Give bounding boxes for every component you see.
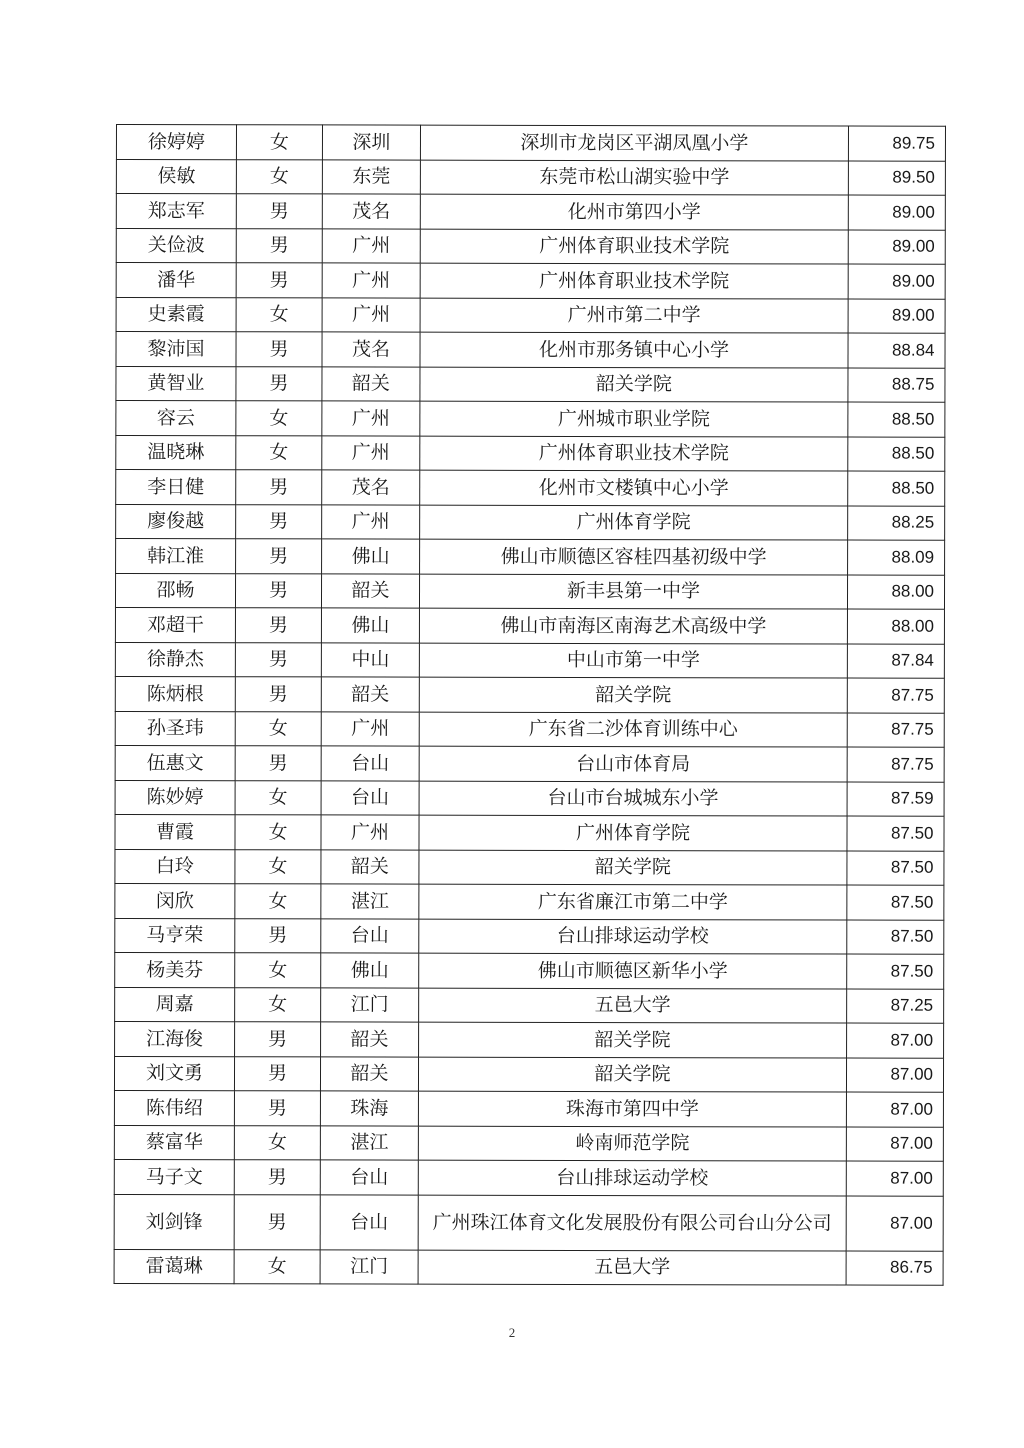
score-cell: 87.50	[847, 851, 944, 886]
city-cell: 茂名	[322, 332, 420, 367]
city-cell: 中山	[321, 642, 419, 677]
gender-cell: 男	[236, 539, 322, 574]
organization-cell: 韶关学院	[419, 850, 847, 885]
gender-cell: 男	[236, 504, 322, 539]
gender-cell: 男	[235, 746, 321, 781]
page-number: 2	[508, 1325, 516, 1340]
table-row	[116, 297, 945, 333]
city-cell: 湛江	[320, 1125, 418, 1160]
name-cell: 邵畅	[115, 573, 235, 608]
gender-cell: 女	[235, 711, 321, 746]
score-cell: 87.75	[847, 747, 944, 782]
city-cell: 台山	[320, 1160, 418, 1195]
name-cell: 关俭波	[116, 228, 236, 263]
table-row	[116, 539, 945, 575]
name-cell: 徐静杰	[115, 642, 235, 677]
score-cell: 88.00	[847, 575, 944, 610]
city-cell: 台山	[321, 746, 419, 781]
score-cell: 87.25	[847, 989, 944, 1024]
gender-cell: 男	[234, 1194, 320, 1249]
organization-cell: 广东省二沙体育训练中心	[419, 712, 847, 747]
table-row	[115, 1021, 944, 1057]
city-cell: 台山	[321, 780, 419, 815]
results-table	[114, 124, 946, 1286]
organization-cell: 韶关学院	[419, 1022, 847, 1057]
organization-cell: 五邑大学	[418, 1250, 846, 1285]
city-cell: 台山	[321, 918, 419, 953]
name-cell: 邓超干	[115, 608, 235, 643]
name-cell: 雷蔼琳	[114, 1249, 234, 1284]
city-cell: 佛山	[322, 539, 420, 574]
name-cell: 刘剑锋	[114, 1194, 234, 1249]
table-row	[116, 228, 945, 264]
gender-cell: 女	[235, 987, 321, 1022]
gender-cell: 女	[236, 297, 322, 332]
organization-cell: 五邑大学	[419, 988, 847, 1023]
city-cell: 茂名	[322, 470, 420, 505]
organization-cell: 广州体育学院	[420, 505, 848, 540]
score-cell: 87.50	[847, 954, 944, 989]
organization-cell: 化州市那务镇中心小学	[420, 332, 848, 367]
gender-cell: 男	[236, 228, 322, 263]
organization-cell: 东莞市松山湖实验中学	[420, 160, 848, 195]
table-row	[114, 1249, 943, 1285]
score-cell: 87.50	[847, 816, 944, 851]
score-cell: 88.50	[848, 402, 945, 437]
city-cell: 广州	[322, 504, 420, 539]
score-cell: 88.25	[848, 506, 945, 541]
city-cell: 广州	[322, 228, 420, 263]
name-cell: 陈炳根	[115, 676, 235, 711]
organization-cell: 韶关学院	[420, 367, 848, 402]
name-cell: 黄智业	[116, 366, 236, 401]
table-row	[116, 470, 945, 506]
city-cell: 广州	[321, 711, 419, 746]
score-cell: 89.75	[848, 126, 945, 161]
name-cell: 侯敏	[116, 159, 236, 194]
organization-cell: 佛山市南海区南海艺术高级中学	[419, 608, 847, 643]
gender-cell: 女	[235, 884, 321, 919]
table-row	[116, 263, 945, 299]
name-cell: 徐婷婷	[116, 125, 236, 160]
name-cell: 孙圣玮	[115, 711, 235, 746]
table-row	[116, 159, 945, 195]
table-row	[114, 1159, 943, 1195]
gender-cell: 女	[236, 159, 322, 194]
table-row	[116, 332, 945, 368]
organization-cell: 广东省廉江市第二中学	[419, 884, 847, 919]
city-cell: 广州	[322, 401, 420, 436]
score-cell: 87.00	[846, 1127, 943, 1162]
name-cell: 刘文勇	[114, 1056, 234, 1091]
score-cell: 87.00	[846, 1092, 943, 1127]
name-cell: 马子文	[114, 1159, 234, 1194]
city-cell: 韶关	[320, 1056, 418, 1091]
organization-cell: 广州体育职业技术学院	[420, 263, 848, 298]
score-cell: 87.84	[847, 644, 944, 679]
table-row	[115, 642, 944, 678]
organization-cell: 广州体育职业技术学院	[420, 229, 848, 264]
score-cell: 89.50	[848, 161, 945, 196]
score-cell: 88.50	[848, 471, 945, 506]
name-cell: 闵欣	[115, 883, 235, 918]
table-row	[114, 1194, 943, 1251]
table-row	[116, 401, 945, 437]
gender-cell: 女	[234, 1125, 320, 1160]
city-cell: 茂名	[322, 194, 420, 229]
table-row	[116, 194, 945, 230]
city-cell: 广州	[322, 263, 420, 298]
city-cell: 韶关	[322, 366, 420, 401]
gender-cell: 女	[235, 849, 321, 884]
name-cell: 伍惠文	[115, 745, 235, 780]
name-cell: 蔡富华	[114, 1125, 234, 1160]
city-cell: 珠海	[320, 1091, 418, 1126]
city-cell: 韶关	[321, 573, 419, 608]
score-cell: 87.75	[847, 678, 944, 713]
gender-cell: 男	[236, 332, 322, 367]
organization-cell: 广州珠江体育文化发展股份有限公司台山分公司	[418, 1195, 846, 1251]
table-row	[115, 676, 944, 712]
table-row	[115, 849, 944, 885]
gender-cell: 男	[234, 1056, 320, 1091]
name-cell: 曹霞	[115, 814, 235, 849]
name-cell: 史素霞	[116, 297, 236, 332]
gender-cell: 男	[236, 366, 322, 401]
city-cell: 韶关	[321, 1022, 419, 1057]
score-cell: 88.84	[848, 333, 945, 368]
city-cell: 台山	[320, 1194, 418, 1249]
table-row	[116, 125, 945, 161]
gender-cell: 男	[236, 194, 322, 229]
score-cell: 88.50	[848, 437, 945, 472]
name-cell: 杨美芬	[115, 952, 235, 987]
name-cell: 江海俊	[115, 1021, 235, 1056]
table-row	[114, 1090, 943, 1126]
organization-cell: 台山排球运动学校	[418, 1160, 846, 1195]
gender-cell: 女	[234, 1249, 320, 1284]
score-cell: 87.00	[846, 1161, 943, 1196]
score-cell: 89.00	[848, 299, 945, 334]
name-cell: 周嘉	[115, 987, 235, 1022]
organization-cell: 广州体育职业技术学院	[420, 436, 848, 471]
city-cell: 韶关	[321, 677, 419, 712]
organization-cell: 岭南师范学院	[418, 1126, 846, 1161]
organization-cell: 佛山市顺德区新华小学	[419, 953, 847, 988]
gender-cell: 女	[235, 815, 321, 850]
table-row	[114, 1125, 943, 1161]
table-row	[115, 952, 944, 988]
score-cell: 89.00	[848, 195, 945, 230]
table-row	[115, 918, 944, 954]
gender-cell: 女	[235, 780, 321, 815]
organization-cell: 化州市第四小学	[420, 194, 848, 229]
organization-cell: 台山市体育局	[419, 746, 847, 781]
name-cell: 李日健	[116, 470, 236, 505]
organization-cell: 台山市台城城东小学	[419, 781, 847, 816]
score-cell: 87.00	[846, 1058, 943, 1093]
table-row	[115, 573, 944, 609]
gender-cell: 男	[235, 1022, 321, 1057]
city-cell: 广州	[322, 297, 420, 332]
city-cell: 湛江	[321, 884, 419, 919]
organization-cell: 化州市文楼镇中心小学	[420, 470, 848, 505]
city-cell: 江门	[320, 1249, 418, 1284]
organization-cell: 广州城市职业学院	[420, 401, 848, 436]
gender-cell: 女	[236, 435, 322, 470]
score-cell: 87.00	[847, 1023, 944, 1058]
city-cell: 东莞	[322, 159, 420, 194]
table-body	[114, 125, 945, 1286]
organization-cell: 中山市第一中学	[419, 643, 847, 678]
city-cell: 江门	[321, 987, 419, 1022]
name-cell: 马亨荣	[115, 918, 235, 953]
organization-cell: 新丰县第一中学	[419, 574, 847, 609]
score-cell: 87.75	[847, 713, 944, 748]
score-cell: 88.00	[847, 609, 944, 644]
score-cell: 87.59	[847, 782, 944, 817]
organization-cell: 韶关学院	[419, 677, 847, 712]
organization-cell: 广州市第二中学	[420, 298, 848, 333]
name-cell: 白玲	[115, 849, 235, 884]
table-row	[115, 987, 944, 1023]
gender-cell: 女	[236, 401, 322, 436]
city-cell: 广州	[321, 815, 419, 850]
name-cell: 韩江淮	[116, 539, 236, 574]
table-row	[115, 745, 944, 781]
table-row	[115, 608, 944, 644]
name-cell: 容云	[116, 401, 236, 436]
organization-cell: 佛山市顺德区容桂四基初级中学	[420, 539, 848, 574]
score-cell: 87.00	[846, 1196, 943, 1251]
organization-cell: 台山排球运动学校	[419, 919, 847, 954]
score-cell: 88.09	[848, 540, 945, 575]
gender-cell: 女	[236, 125, 322, 160]
gender-cell: 男	[234, 1091, 320, 1126]
table-row	[115, 711, 944, 747]
table-row	[116, 366, 945, 402]
city-cell: 韶关	[321, 849, 419, 884]
gender-cell: 男	[235, 677, 321, 712]
score-cell: 89.00	[848, 230, 945, 265]
organization-cell: 深圳市龙岗区平湖凤凰小学	[420, 125, 848, 160]
gender-cell: 男	[236, 470, 322, 505]
score-cell: 88.75	[848, 368, 945, 403]
score-cell: 89.00	[848, 264, 945, 299]
gender-cell: 女	[235, 953, 321, 988]
table-row	[114, 1056, 943, 1092]
city-cell: 深圳	[322, 125, 420, 160]
name-cell: 陈伟绍	[114, 1090, 234, 1125]
gender-cell: 男	[236, 263, 322, 298]
gender-cell: 男	[235, 918, 321, 953]
score-cell: 87.50	[847, 885, 944, 920]
table-row	[115, 814, 944, 850]
score-cell: 86.75	[846, 1251, 943, 1286]
name-cell: 郑志军	[116, 194, 236, 229]
score-cell: 87.50	[847, 920, 944, 955]
organization-cell: 韶关学院	[418, 1057, 846, 1092]
name-cell: 陈妙婷	[115, 780, 235, 815]
table-row	[115, 883, 944, 919]
name-cell: 温晓琳	[116, 435, 236, 470]
table-row	[116, 435, 945, 471]
city-cell: 佛山	[321, 608, 419, 643]
city-cell: 广州	[322, 435, 420, 470]
name-cell: 廖俊越	[116, 504, 236, 539]
table-row	[115, 780, 944, 816]
gender-cell: 男	[235, 642, 321, 677]
gender-cell: 男	[235, 608, 321, 643]
organization-cell: 广州体育学院	[419, 815, 847, 850]
name-cell: 黎沛国	[116, 332, 236, 367]
table-row	[116, 504, 945, 540]
organization-cell: 珠海市第四中学	[418, 1091, 846, 1126]
city-cell: 佛山	[321, 953, 419, 988]
gender-cell: 男	[234, 1160, 320, 1195]
gender-cell: 男	[235, 573, 321, 608]
name-cell: 潘华	[116, 263, 236, 298]
